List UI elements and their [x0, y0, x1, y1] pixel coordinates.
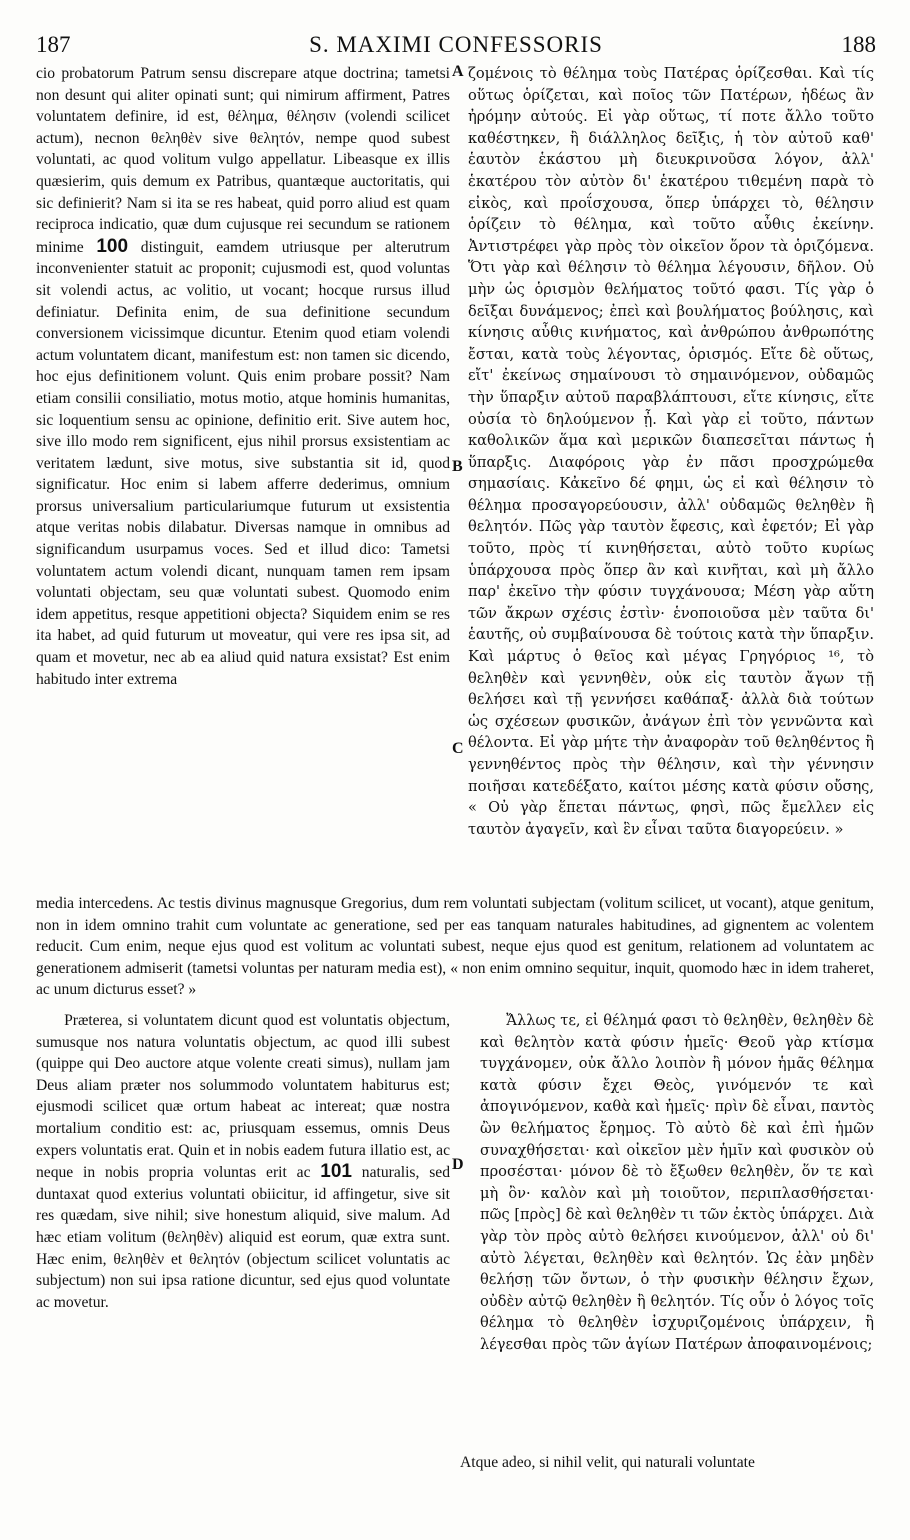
latin-paragraph-2: media intercedens. Ac testis divinus magnusque Gregorius, dum rem voluntati subjectam (volitum scilicet, ut vocant), atque genitum, non in idem omnino trahit cum voluntate ac generatione, sed per eas tanquam naturales habitudines, ad gignentem ac volentem reducit. Cum enim, neque ejus quod est volitum ac voluntati subest, neque ejus quod est genitum, relationem ad voluntatem ac generationem admiserit (tametsi voluntas per naturam media est), « non enim omnino sequitur, inquit, quomodo hæc in idem traheret, ac unum dicturus esset? » [36, 895, 874, 999]
margin-marker-b: B [452, 458, 463, 475]
latin-continuation-line [460, 1452, 874, 1476]
page-number-left: 187 [36, 32, 71, 57]
latin-column-bottom [36, 1010, 450, 1476]
latin-paragraph-4: Atque adeo, si nihil velit, qui naturali voluntate [460, 1454, 755, 1471]
margin-marker-c: C [452, 740, 464, 757]
greek-paragraph-2: Ἄλλως τε, εἰ θέλημά φασι τὸ θεληθὲν, θεληθὲν δὲ καὶ θελητὸν κατὰ φύσιν ἡμεῖς· Θεοῦ γὰρ κτίσμα τυγχάνομεν, οὐκ ἄλλο λοιπὸν ἢ μόνον ἡμᾶς θέλημα κατὰ φύσιν ἔχει Θεὸς, γινόμενόν τε καὶ ἀπογινόμενον, καθὰ καὶ ἡμεῖς· πρὶν δὲ εἶναι, παντὸς ὢν θελήματος ἔρημος. Τὸ αὐτὸ δὲ καὶ ἐπὶ ἡμῶν συναχθήσεται· καὶ οἰκεῖον μὲν ἡμῖν καὶ φυσικὸν οὐ προσέσται· μόνον δὲ τὸ ἔξωθεν θεληθὲν, ὅν τε καὶ μὴ ὂν· καλὸν καὶ μὴ τοιοῦτον, περιπλασθήσεται· πῶς [πρὸς] δὲ καὶ θεληθὲν τι τῶν ἐκτὸς ὑπάρχει. Διὰ γὰρ τὸν πρὸς αὐτὸ θελήσει κινούμενον, ἀλλ' οὐ δι' αὐτὸ λέγεται, θεληθὲν καὶ θελητόν. Ὡς ἐὰν μηδὲν θελήσῃ τῶν ὄντων, ὁ τὴν φυσικὴν θέλησιν ἔχων, οὐδὲν αὐτῷ θεληθὲν ἢ θελητόν. Τίς οὖν ὁ λόγος τοῖς θέλημα τὸ θεληθὲν ἰσχυριζομένοις ὑπάρχειν, ἢ λέγεσθαι πρὸς τῶν ἁγίων Πατέρων ἀποφαινομένοις; [480, 1012, 874, 1353]
page-number-right: 188 [841, 32, 876, 57]
latin-column-top [36, 63, 450, 891]
column-number-marker: 100 [96, 235, 129, 257]
latin-paragraph-3: Præterea, si voluntatem dicunt quod est voluntatis objectum, sumusque nos natura voluntatis objectum, ac quod illi subest (quippe qui Deo auctore atque volente creati simus), nullam jam Deus aliam præter nos solummodo voluntatem habiturus est; ejusmodi scilicet quæ ortum habeat ac intereat; quæ nostra mortalium conditio est: ac, priusquam essemus, omnis Deus expers voluntatis erat. Quin et in nobis eadem futura illatio est, ac neque in nobis propria voluntas erit ac 101 naturalis, sed duntaxat quod exterius voluntati obiicitur, id affingetur, sive sit res quædam, sive nihil; sive honestum aliquid, sive malum. Ad hæc etiam volitum (θεληθὲν) aliquid est eorum, quæ extra sunt. Hæc enim, θεληθὲν et θελητόν (objectum scilicet voluntatis ac subjectum) non sui ipsa ratione dicuntur, sed ejus quod voluntate ac movetur. [36, 1012, 450, 1311]
margin-marker-a: A [452, 63, 464, 80]
running-title: S. MAXIMI CONFESSORIS [309, 32, 603, 57]
greek-column-top [468, 63, 874, 891]
page-header [36, 32, 876, 64]
greek-paragraph-1: ζομένοις τὸ θέλημα τοὺς Πατέρας ὁρίζεσθαι. Καὶ τίς οὕτως ὁρίζεται, καὶ ποῖος τῶν Πατέρων, ἡδέως ἂν ἠρόμην αὐτούς. Εἰ γὰρ οὕτως, τί ποτε ἄλλο τοῦτο καθέστηκεν, ἢ διάλληλος δεῖξις, ἡ τὸν αὐτοῦ καθ' ἑαυτὸν ἑκάστου μὴ διευκρινοῦσα λόγον, ἀλλ' ἑκατέρου τὸν αὐτὸν δι' ἑκατέρου τιθεμένη παρὰ τὸ εἰκὸς, καὶ προΐσχουσα, ὅπερ ὑπάρχει τὸ, θέλησιν ὁρίζειν τὸ θέλημα, καὶ τοῦτο αὖθις ἐκείνην. Ἀντιστρέφει γὰρ πρὸς τὸν οἰκεῖον ὅρον τὰ ὁριζόμενα. Ὅτι γὰρ καὶ θέλησιν τὸ θέλημα λέγουσιν, δῆλον. Οὐ μὴν ὡς ὁρισμὸν θελήματος τοῦτό φασι. Τίς γὰρ ὁ δεῖξαι δυνάμενος; ἐπεὶ καὶ βουλήματος βούλησις, καὶ κίνησις αὖθις κινήματος, καὶ ἀνθρώπου ἀνθρωπότης ἔσται, κατὰ τοὺς λέγοντας, ὁρισμός. Εἴτε δὲ οὕτως, εἴτ' ἐκείνως σημαίνουσι τὸ σημαινόμενον, οὐδαμῶς τὴν ὕπαρξιν αὐτοῦ παραβλάπτουσι, εἴτε κίνησις, εἴτε οὐσία τὸ δηλούμενον ᾖ. Καὶ γὰρ εἰ τοῦτο, πάντων καθολικῶν ἅμα καὶ μερικῶν διαπεσεῖται πάντως ἡ ὕπαρξις. Διαφόροις γὰρ ἐν πᾶσι προσχρώμεθα σημασίαις. Κἀκεῖνο δέ φημι, ὡς εἰ καὶ θέλησιν τὸ θέλημα προσαγορεύουσιν, ἀλλ' οὐδαμῶς θεληθὲν ἢ θελητόν. Πῶς γὰρ ταυτὸν ἔφεσις, καὶ ἐφετόν; Εἰ γὰρ τοῦτο, πρὸς τί κινηθήσεται, αὐτὸ τοῦτο κυρίως ὑπάρχουσα πρὸς ὅπερ ἂν καὶ κινῆται, καὶ μὴ ἄλλο παρ' ἐκεῖνο τὴν φύσιν τυγχάνουσα; Μέση γὰρ αὕτη τῶν ἄκρων σχέσις ἐστὶν· ἑνοποιοῦσα μὲν ταῦτα δι' ἑαυτῆς, οὐ συμβαίνουσα δὲ τούτοις κατὰ τὴν ὕπαρξιν. Καὶ μάρτυς ὁ θεῖος καὶ μέγας Γρηγόριος ¹⁶, τὸ θεληθὲν καὶ γεννηθὲν, οὐκ εἰς ταυτὸν ἄγων τῇ θελήσει καὶ τῇ γεννήσει καθάπαξ· ἀλλὰ διὰ τούτων ὡς σχέσεων φυσικῶν, ἀνάγων ἐπὶ τὸν γεννῶντα καὶ θέλοντα. Εἰ γὰρ μήτε τὴν ἀναφορὰν τοῦ θεληθέντος ἢ γεννηθέντος πρὸς τὴν θέλησιν, καὶ τὴν γέννησιν ποιῆσαι κατεδέξατο, καίτοι μέσης κατὰ φύσιν οὔσης, « Οὐ γὰρ ἕπεται πάντως, φησὶ, πῶς ἔμελλεν εἰς ταυτὸν ἀγαγεῖν, καὶ ἓν εἶναι ταῦτα διαγορεύειν. » [468, 65, 874, 838]
latin-paragraph-1: cio probatorum Patrum sensu discrepare atque doctrina; tametsi non desunt qui aliter opinati sunt; qui nimirum affirment, Patres voluntatem definire, id est, θέλημα, θέλησιν (volendi scilicet actum), necnon θεληθὲν sive θελητόν, nempe quod subest voluntati, ac quod volitum vulgo appellatur. Libeasque ex illis quæsierim, quis demum ex Patribus, quantæque auctoritatis, qui sic definierit? Nam si ita se res habeat, quid porro aliud est quam reciproca indicatio, quæ dum cujusque rei secundum se rationem minime 100 distinguit, eamdem utriusque per alterutrum inconvenienter statuit ac proponit; cujusmodi est, quod voluntas sit volendi actus, ac volitio, ut vocant; hocque rursus illud definiatur. Definita enim, de sua definitione secundum conversionem vicissimque dicuntur. Etenim quod etiam volendi actum voluntatem dicant, manifestum est: non tamen sic dicendo, hoc ejus definitionem volunt. Quis enim probare possit? Nam etiam consilii consiliatio, motus motio, atque hominis humanitas, sic loquentium sensu ac opinione, definitio erit. Sive autem hoc, sive illo modo rem significent, ejus nihil prorsus exsistentiam ac veritatem lædunt, sive motus, sive substantia sit id, quod significatur. Hoc enim si labem afferre dederimus, omnium prorsus universalium particulariumque futurum ut exsistentia atque veritas nobis dilabatur. Diversas namque in omnibus ad significandum usurpamus voces. Sed et illud dico: Tametsi voluntatem actum volendi dicant, nunquam tamen rem ipsam voluntati objectam, seu quæ voluntati subest. Quomodo enim idem appetitus, resque appetitioni objecta? Siquidem enim se res ita habet, ad quid futurum ut moveatur, qui vere res ipsa sit, ad quam et movetur, nec ab ea aliud quid natura exsistat? Est enim habitudo inter extrema [36, 65, 450, 688]
latin-fullwidth-paragraph [36, 893, 874, 999]
column-number-marker: 101 [320, 1161, 352, 1183]
greek-column-bottom [480, 1010, 874, 1454]
margin-marker-d: D [452, 1156, 464, 1173]
